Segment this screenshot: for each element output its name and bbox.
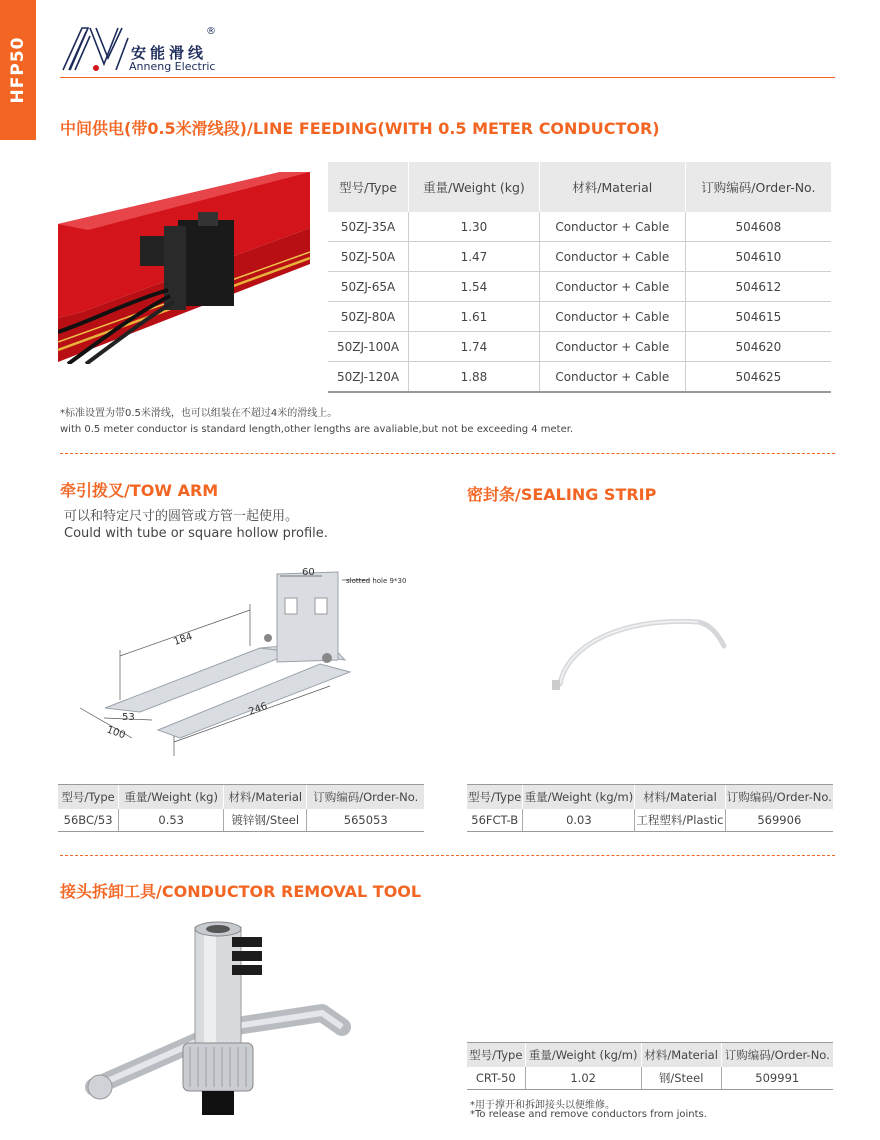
- header-weight: 重量/Weight (kg/m): [525, 1043, 641, 1068]
- cell-type: 56FCT-B: [467, 809, 523, 832]
- sealing-strip-table: [467, 784, 833, 832]
- table-header-row: [467, 785, 833, 810]
- header-type: 型号/Type: [467, 1043, 525, 1068]
- removal-tool-title: 接头拆卸工具/CONDUCTOR REMOVAL TOOL: [60, 882, 422, 901]
- cell-order-no: 504612: [685, 272, 831, 302]
- cell-type: 50ZJ-50A: [328, 242, 409, 272]
- brand-name-en: Anneng Electric: [129, 60, 216, 73]
- cell-weight: 1.74: [409, 332, 540, 362]
- cell-order-no: 504625: [685, 362, 831, 393]
- cell-material: 工程塑料/Plastic: [635, 809, 725, 832]
- dim-184: 184: [172, 631, 195, 648]
- removal-tool-image: [80, 915, 355, 1125]
- header-material: 材料/Material: [641, 1043, 721, 1068]
- line-feeding-title: 中间供电(带0.5米滑线段)/LINE FEEDING(WITH 0.5 METER CONDUCTOR): [60, 119, 660, 138]
- cell-weight: 0.53: [119, 809, 224, 832]
- cell-type: 56BC/53: [58, 809, 119, 832]
- cell-type: 50ZJ-80A: [328, 302, 409, 332]
- line-feeding-note-cn: *标准设置为带0.5米滑线，也可以组装在不超过4米的滑线上。: [60, 408, 338, 419]
- tow-arm-title: 牵引拨叉/TOW ARM: [60, 481, 219, 500]
- table-row: [467, 809, 833, 832]
- cell-material: 钢/Steel: [641, 1067, 721, 1090]
- cell-material: Conductor + Cable: [539, 242, 685, 272]
- header-order-no: 订购编码/Order-No.: [685, 162, 831, 212]
- cell-order-no: 504610: [685, 242, 831, 272]
- cell-weight: 1.30: [409, 212, 540, 242]
- side-tab: [0, 0, 36, 140]
- cell-material: Conductor + Cable: [539, 272, 685, 302]
- sealing-strip-title: 密封条/SEALING STRIP: [467, 485, 657, 504]
- cell-type: 50ZJ-100A: [328, 332, 409, 362]
- table-header-row: [467, 1043, 833, 1068]
- header-type: 型号/Type: [58, 785, 119, 810]
- cell-material: 镀锌钢/Steel: [224, 809, 307, 832]
- line-feeding-table: [328, 162, 831, 393]
- dim-246: 246: [247, 700, 269, 718]
- dim-60: 60: [302, 567, 315, 578]
- cell-material: Conductor + Cable: [539, 212, 685, 242]
- table-row: [328, 242, 831, 272]
- cell-order-no: 565053: [307, 809, 424, 832]
- header-order-no: 订购编码/Order-No.: [721, 1043, 833, 1068]
- header-weight: 重量/Weight (kg/m): [523, 785, 635, 810]
- removal-tool-note-cn: *用于撑开和拆卸接头以便维修。: [470, 1100, 615, 1111]
- header-order-no: 订购编码/Order-No.: [307, 785, 424, 810]
- cell-material: Conductor + Cable: [539, 302, 685, 332]
- tow-arm-desc-cn: 可以和特定尺寸的圆管或方管一起使用。: [64, 509, 299, 524]
- table-header-row: [58, 785, 424, 810]
- cell-type: CRT-50: [467, 1067, 525, 1090]
- section-divider: [60, 453, 835, 454]
- cell-material: Conductor + Cable: [539, 332, 685, 362]
- header-material: 材料/Material: [539, 162, 685, 212]
- table-row: [328, 332, 831, 362]
- table-row: [328, 302, 831, 332]
- header-weight: 重量/Weight (kg): [119, 785, 224, 810]
- header-order-no: 订购编码/Order-No.: [725, 785, 833, 810]
- cell-order-no: 504620: [685, 332, 831, 362]
- cell-weight: 1.02: [525, 1067, 641, 1090]
- line-feeding-note-en: with 0.5 meter conductor is standard length,other lengths are avaliable,but not be exceeding 4 meter.: [60, 424, 574, 435]
- header-type: 型号/Type: [328, 162, 409, 212]
- tow-arm-table: [58, 784, 424, 832]
- dim-slotted-hole: slotted hole 9*30: [346, 577, 407, 585]
- cell-weight: 1.47: [409, 242, 540, 272]
- table-row: [467, 1067, 833, 1090]
- tow-arm-drawing: [60, 560, 420, 760]
- header-weight: 重量/Weight (kg): [409, 162, 540, 212]
- section-divider: [60, 855, 835, 856]
- cell-type: 50ZJ-120A: [328, 362, 409, 393]
- header-divider: [60, 77, 835, 78]
- table-header-row: [328, 162, 831, 212]
- brand-name-cn: 安能滑线: [131, 44, 208, 62]
- table-row: [328, 362, 831, 393]
- cell-weight: 1.54: [409, 272, 540, 302]
- cell-order-no: 504608: [685, 212, 831, 242]
- side-tab-label: HFP50: [8, 36, 28, 104]
- cell-material: Conductor + Cable: [539, 362, 685, 393]
- header-type: 型号/Type: [467, 785, 523, 810]
- cell-order-no: 504615: [685, 302, 831, 332]
- table-row: [328, 272, 831, 302]
- header-material: 材料/Material: [224, 785, 307, 810]
- registered-mark: ®: [206, 26, 216, 37]
- cell-type: 50ZJ-65A: [328, 272, 409, 302]
- table-row: [328, 212, 831, 242]
- sealing-strip-image: [548, 612, 728, 696]
- removal-tool-note-en: *To release and remove conductors from joints.: [470, 1109, 707, 1120]
- dim-100: 100: [104, 724, 127, 742]
- cell-type: 50ZJ-35A: [328, 212, 409, 242]
- cell-weight: 1.61: [409, 302, 540, 332]
- dim-53: 53: [122, 712, 135, 723]
- tow-arm-desc-en: Could with tube or square hollow profile.: [64, 526, 328, 541]
- brand-logo-icon: [60, 24, 132, 74]
- cell-weight: 0.03: [523, 809, 635, 832]
- cell-order-no: 509991: [721, 1067, 833, 1090]
- cell-weight: 1.88: [409, 362, 540, 393]
- line-feeding-image: [58, 172, 310, 364]
- table-row: [58, 809, 424, 832]
- header-material: 材料/Material: [635, 785, 725, 810]
- removal-tool-table: [467, 1042, 833, 1090]
- cell-order-no: 569906: [725, 809, 833, 832]
